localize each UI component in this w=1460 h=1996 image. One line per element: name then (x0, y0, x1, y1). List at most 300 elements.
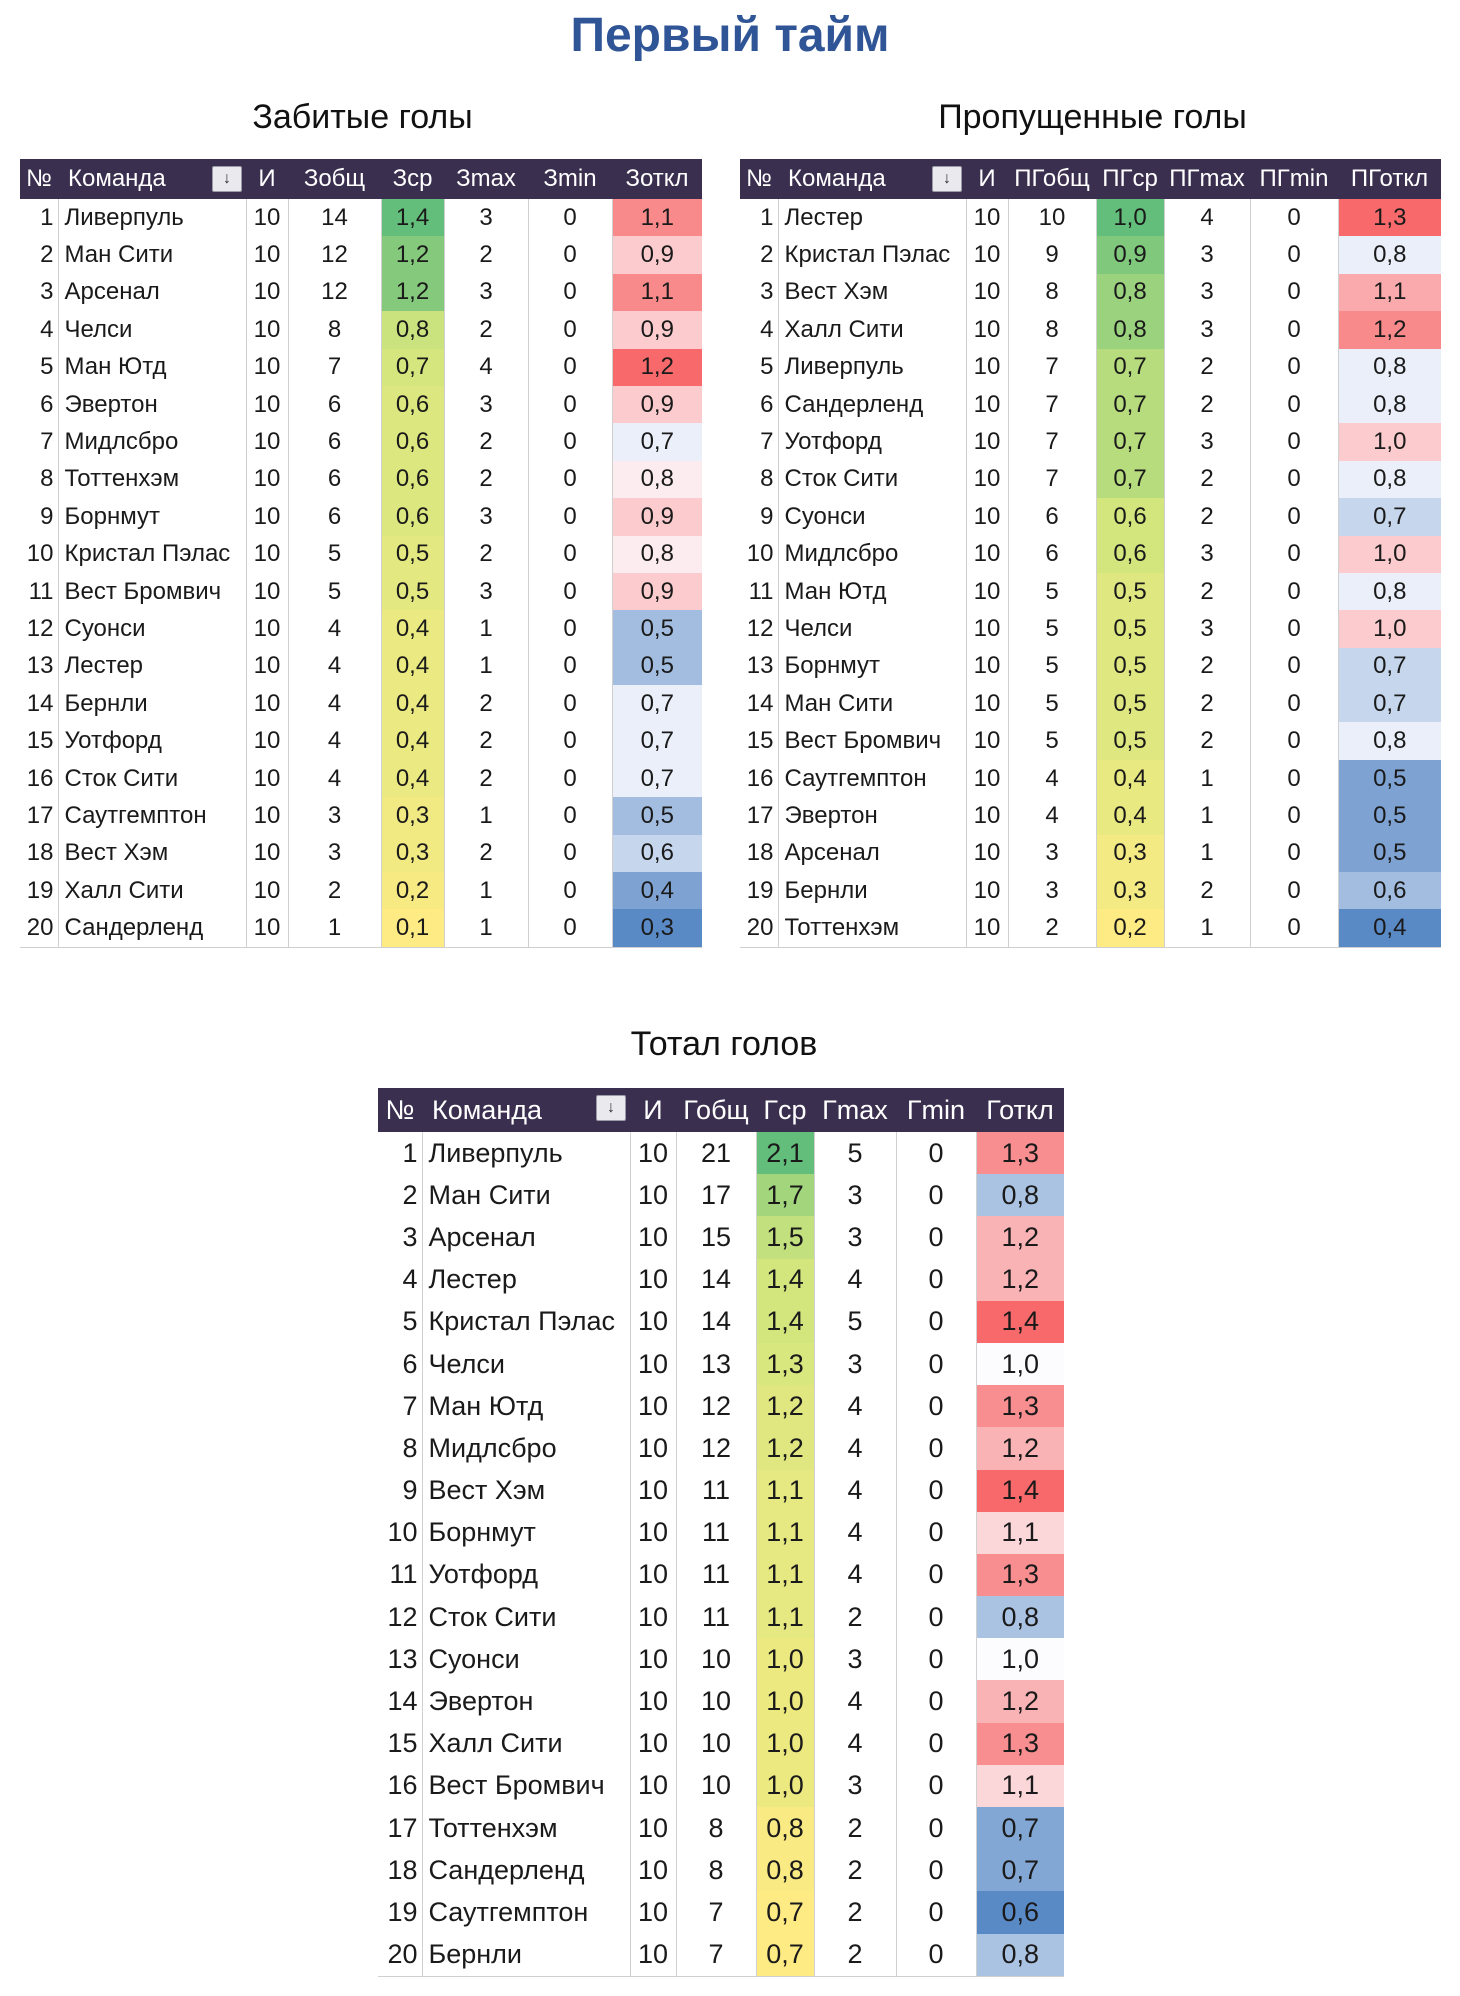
goals-total-cell[interactable]: 4 (1008, 760, 1096, 797)
games-cell[interactable]: 10 (966, 386, 1008, 423)
goals-dev-cell[interactable]: 0,5 (612, 648, 702, 685)
col-header-dev[interactable]: Зоткл (612, 159, 702, 199)
goals-dev-cell[interactable]: 0,5 (1338, 835, 1441, 872)
team-name-cell[interactable]: Лестер (778, 199, 966, 236)
row-no-cell[interactable]: 12 (740, 610, 778, 647)
games-cell[interactable]: 10 (966, 909, 1008, 947)
team-name-cell[interactable]: Ман Сити (58, 236, 246, 273)
goals-avg-cell[interactable]: 1,3 (756, 1343, 814, 1385)
team-name-cell[interactable]: Сток Сити (58, 760, 246, 797)
col-header-games[interactable]: И (630, 1088, 676, 1132)
games-cell[interactable]: 10 (966, 461, 1008, 498)
goals-min-cell[interactable]: 0 (896, 1427, 976, 1469)
goals-avg-cell[interactable]: 0,5 (1096, 648, 1164, 685)
team-name-cell[interactable]: Кристал Пэлас (778, 236, 966, 273)
goals-dev-cell[interactable]: 1,3 (976, 1554, 1064, 1596)
row-no-cell[interactable]: 18 (378, 1849, 422, 1891)
goals-max-cell[interactable]: 1 (444, 909, 528, 947)
goals-avg-cell[interactable]: 0,2 (1096, 909, 1164, 947)
goals-min-cell[interactable]: 0 (528, 461, 612, 498)
goals-total-cell[interactable]: 4 (288, 685, 381, 722)
row-no-cell[interactable]: 13 (740, 648, 778, 685)
goals-total-cell[interactable]: 7 (676, 1934, 756, 1977)
goals-avg-cell[interactable]: 0,5 (381, 536, 444, 573)
games-cell[interactable]: 10 (966, 610, 1008, 647)
goals-avg-cell[interactable]: 1,1 (756, 1596, 814, 1638)
games-cell[interactable]: 10 (630, 1723, 676, 1765)
row-no-cell[interactable]: 5 (20, 349, 58, 386)
goals-avg-cell[interactable]: 0,6 (381, 423, 444, 460)
goals-min-cell[interactable]: 0 (896, 1554, 976, 1596)
goals-min-cell[interactable]: 0 (1250, 461, 1338, 498)
team-name-cell[interactable]: Саутгемптон (422, 1891, 630, 1933)
goals-min-cell[interactable]: 0 (528, 722, 612, 759)
goals-avg-cell[interactable]: 0,8 (381, 311, 444, 348)
row-no-cell[interactable]: 19 (20, 872, 58, 909)
games-cell[interactable]: 10 (246, 461, 288, 498)
goals-min-cell[interactable]: 0 (528, 648, 612, 685)
goals-max-cell[interactable]: 2 (444, 722, 528, 759)
team-name-cell[interactable]: Кристал Пэлас (58, 536, 246, 573)
team-name-cell[interactable]: Халл Сити (58, 872, 246, 909)
row-no-cell[interactable]: 2 (20, 236, 58, 273)
goals-max-cell[interactable]: 1 (1164, 797, 1250, 834)
goals-dev-cell[interactable]: 1,2 (1338, 311, 1441, 348)
row-no-cell[interactable]: 1 (20, 199, 58, 236)
goals-avg-cell[interactable]: 0,5 (381, 573, 444, 610)
team-name-cell[interactable]: Арсенал (778, 835, 966, 872)
row-no-cell[interactable]: 16 (740, 760, 778, 797)
team-name-cell[interactable]: Саутгемптон (778, 760, 966, 797)
goals-min-cell[interactable]: 0 (1250, 349, 1338, 386)
team-name-cell[interactable]: Эвертон (58, 386, 246, 423)
team-name-cell[interactable]: Халл Сити (778, 311, 966, 348)
row-no-cell[interactable]: 20 (20, 909, 58, 947)
goals-min-cell[interactable]: 0 (896, 1849, 976, 1891)
goals-max-cell[interactable]: 2 (444, 311, 528, 348)
team-name-cell[interactable]: Бернли (58, 685, 246, 722)
team-name-cell[interactable]: Ман Ютд (422, 1385, 630, 1427)
goals-max-cell[interactable]: 2 (814, 1934, 896, 1977)
row-no-cell[interactable]: 20 (378, 1934, 422, 1977)
goals-total-cell[interactable]: 12 (676, 1427, 756, 1469)
goals-total-cell[interactable]: 5 (1008, 648, 1096, 685)
row-no-cell[interactable]: 8 (740, 461, 778, 498)
goals-total-cell[interactable]: 7 (1008, 423, 1096, 460)
games-cell[interactable]: 10 (966, 536, 1008, 573)
goals-dev-cell[interactable]: 0,8 (976, 1174, 1064, 1216)
goals-dev-cell[interactable]: 1,0 (1338, 423, 1441, 460)
goals-max-cell[interactable]: 2 (814, 1807, 896, 1849)
goals-total-cell[interactable]: 4 (288, 760, 381, 797)
team-name-cell[interactable]: Вест Хэм (58, 835, 246, 872)
row-no-cell[interactable]: 10 (20, 536, 58, 573)
goals-min-cell[interactable]: 0 (896, 1891, 976, 1933)
team-name-cell[interactable]: Ман Ютд (778, 573, 966, 610)
goals-total-cell[interactable]: 1 (288, 909, 381, 947)
goals-dev-cell[interactable]: 0,7 (612, 423, 702, 460)
goals-dev-cell[interactable]: 1,2 (976, 1680, 1064, 1722)
goals-avg-cell[interactable]: 0,7 (1096, 349, 1164, 386)
goals-avg-cell[interactable]: 0,7 (1096, 423, 1164, 460)
goals-max-cell[interactable]: 3 (444, 573, 528, 610)
goals-min-cell[interactable]: 0 (1250, 909, 1338, 947)
goals-min-cell[interactable]: 0 (528, 573, 612, 610)
games-cell[interactable]: 10 (630, 1512, 676, 1554)
goals-total-cell[interactable]: 12 (676, 1385, 756, 1427)
col-header-total[interactable]: ПГобщ (1008, 159, 1096, 199)
team-name-cell[interactable]: Челси (58, 311, 246, 348)
goals-max-cell[interactable]: 5 (814, 1132, 896, 1174)
goals-avg-cell[interactable]: 1,0 (756, 1765, 814, 1807)
goals-dev-cell[interactable]: 1,1 (976, 1765, 1064, 1807)
team-name-cell[interactable]: Суонси (778, 498, 966, 535)
games-cell[interactable]: 10 (630, 1934, 676, 1977)
goals-max-cell[interactable]: 4 (814, 1512, 896, 1554)
games-cell[interactable]: 10 (246, 573, 288, 610)
row-no-cell[interactable]: 6 (378, 1343, 422, 1385)
goals-min-cell[interactable]: 0 (1250, 423, 1338, 460)
goals-avg-cell[interactable]: 1,4 (756, 1301, 814, 1343)
team-name-cell[interactable]: Уотфорд (422, 1554, 630, 1596)
goals-dev-cell[interactable]: 0,9 (612, 311, 702, 348)
row-no-cell[interactable]: 10 (378, 1512, 422, 1554)
row-no-cell[interactable]: 3 (20, 274, 58, 311)
goals-min-cell[interactable]: 0 (1250, 872, 1338, 909)
games-cell[interactable]: 10 (966, 573, 1008, 610)
goals-dev-cell[interactable]: 0,5 (1338, 797, 1441, 834)
row-no-cell[interactable]: 16 (20, 760, 58, 797)
row-no-cell[interactable]: 14 (378, 1680, 422, 1722)
row-no-cell[interactable]: 3 (378, 1216, 422, 1258)
goals-max-cell[interactable]: 1 (444, 872, 528, 909)
goals-total-cell[interactable]: 3 (1008, 872, 1096, 909)
goals-avg-cell[interactable]: 0,3 (381, 797, 444, 834)
games-cell[interactable]: 10 (630, 1680, 676, 1722)
sort-filter-icon[interactable]: ↓ (932, 166, 962, 192)
games-cell[interactable]: 10 (630, 1849, 676, 1891)
goals-max-cell[interactable]: 2 (444, 536, 528, 573)
col-header-max[interactable]: Гmax (814, 1088, 896, 1132)
games-cell[interactable]: 10 (246, 274, 288, 311)
row-no-cell[interactable]: 3 (740, 274, 778, 311)
goals-max-cell[interactable]: 2 (444, 423, 528, 460)
goals-dev-cell[interactable]: 0,4 (612, 872, 702, 909)
goals-total-cell[interactable]: 14 (676, 1301, 756, 1343)
goals-max-cell[interactable]: 2 (1164, 349, 1250, 386)
col-header-team[interactable] (58, 159, 246, 199)
goals-total-cell[interactable]: 6 (288, 386, 381, 423)
games-cell[interactable]: 10 (966, 199, 1008, 236)
goals-avg-cell[interactable]: 0,4 (381, 610, 444, 647)
goals-dev-cell[interactable]: 0,8 (1338, 236, 1441, 273)
team-name-cell[interactable]: Бернли (422, 1934, 630, 1977)
team-name-cell[interactable]: Уотфорд (778, 423, 966, 460)
goals-min-cell[interactable]: 0 (1250, 648, 1338, 685)
col-header-max[interactable]: ПГmax (1164, 159, 1250, 199)
goals-total-cell[interactable]: 13 (676, 1343, 756, 1385)
goals-max-cell[interactable]: 3 (1164, 274, 1250, 311)
sort-filter-icon[interactable]: ↓ (596, 1095, 626, 1121)
team-name-cell[interactable]: Халл Сити (422, 1723, 630, 1765)
goals-min-cell[interactable]: 0 (896, 1259, 976, 1301)
games-cell[interactable]: 10 (246, 236, 288, 273)
goals-max-cell[interactable]: 3 (444, 274, 528, 311)
goals-max-cell[interactable]: 4 (814, 1723, 896, 1765)
row-no-cell[interactable]: 9 (20, 498, 58, 535)
goals-dev-cell[interactable]: 0,5 (612, 610, 702, 647)
goals-dev-cell[interactable]: 0,8 (976, 1934, 1064, 1977)
goals-min-cell[interactable]: 0 (1250, 199, 1338, 236)
row-no-cell[interactable]: 1 (740, 199, 778, 236)
goals-dev-cell[interactable]: 0,9 (612, 236, 702, 273)
row-no-cell[interactable]: 16 (378, 1765, 422, 1807)
goals-total-cell[interactable]: 14 (288, 199, 381, 236)
games-cell[interactable]: 10 (966, 872, 1008, 909)
goals-total-cell[interactable]: 5 (1008, 722, 1096, 759)
goals-avg-cell[interactable]: 1,1 (756, 1554, 814, 1596)
row-no-cell[interactable]: 13 (20, 648, 58, 685)
goals-dev-cell[interactable]: 0,8 (1338, 573, 1441, 610)
goals-min-cell[interactable]: 0 (896, 1385, 976, 1427)
goals-total-cell[interactable]: 15 (676, 1216, 756, 1258)
goals-avg-cell[interactable]: 1,2 (381, 236, 444, 273)
row-no-cell[interactable]: 7 (378, 1385, 422, 1427)
goals-total-cell[interactable]: 6 (1008, 498, 1096, 535)
team-name-cell[interactable]: Эвертон (778, 797, 966, 834)
games-cell[interactable]: 10 (246, 386, 288, 423)
games-cell[interactable]: 10 (246, 349, 288, 386)
goals-min-cell[interactable]: 0 (896, 1216, 976, 1258)
goals-min-cell[interactable]: 0 (528, 423, 612, 460)
goals-total-cell[interactable]: 5 (288, 573, 381, 610)
goals-dev-cell[interactable]: 1,2 (976, 1259, 1064, 1301)
goals-max-cell[interactable]: 4 (1164, 199, 1250, 236)
goals-avg-cell[interactable]: 1,0 (756, 1723, 814, 1765)
goals-min-cell[interactable]: 0 (896, 1807, 976, 1849)
goals-avg-cell[interactable]: 0,7 (756, 1934, 814, 1977)
team-name-cell[interactable]: Вест Бромвич (422, 1765, 630, 1807)
goals-dev-cell[interactable]: 0,5 (612, 797, 702, 834)
goals-max-cell[interactable]: 4 (814, 1259, 896, 1301)
row-no-cell[interactable]: 8 (20, 461, 58, 498)
team-name-cell[interactable]: Ман Сити (778, 685, 966, 722)
goals-avg-cell[interactable]: 0,4 (381, 760, 444, 797)
sort-filter-icon[interactable]: ↓ (212, 166, 242, 192)
goals-min-cell[interactable]: 0 (896, 1470, 976, 1512)
games-cell[interactable]: 10 (246, 610, 288, 647)
col-header-no[interactable]: № (378, 1088, 422, 1132)
games-cell[interactable]: 10 (966, 835, 1008, 872)
goals-max-cell[interactable]: 2 (1164, 648, 1250, 685)
goals-dev-cell[interactable]: 0,7 (612, 760, 702, 797)
goals-max-cell[interactable]: 1 (444, 648, 528, 685)
goals-dev-cell[interactable]: 0,9 (612, 573, 702, 610)
goals-max-cell[interactable]: 3 (444, 199, 528, 236)
goals-max-cell[interactable]: 2 (814, 1596, 896, 1638)
goals-total-cell[interactable]: 10 (676, 1723, 756, 1765)
team-name-cell[interactable]: Лестер (422, 1259, 630, 1301)
col-header-avg[interactable]: Зср (381, 159, 444, 199)
goals-avg-cell[interactable]: 0,8 (756, 1849, 814, 1891)
games-cell[interactable]: 10 (966, 760, 1008, 797)
team-name-cell[interactable]: Вест Хэм (778, 274, 966, 311)
team-name-cell[interactable]: Ливерпуль (58, 199, 246, 236)
goals-avg-cell[interactable]: 0,7 (1096, 386, 1164, 423)
row-no-cell[interactable]: 7 (20, 423, 58, 460)
row-no-cell[interactable]: 2 (378, 1174, 422, 1216)
goals-avg-cell[interactable]: 0,5 (1096, 685, 1164, 722)
goals-min-cell[interactable]: 0 (1250, 797, 1338, 834)
goals-max-cell[interactable]: 4 (814, 1385, 896, 1427)
team-name-cell[interactable]: Лестер (58, 648, 246, 685)
team-name-cell[interactable]: Ливерпуль (422, 1132, 630, 1174)
goals-total-cell[interactable]: 11 (676, 1554, 756, 1596)
row-no-cell[interactable]: 14 (740, 685, 778, 722)
goals-total-cell[interactable]: 11 (676, 1470, 756, 1512)
goals-dev-cell[interactable]: 0,7 (612, 685, 702, 722)
row-no-cell[interactable]: 5 (740, 349, 778, 386)
goals-avg-cell[interactable]: 0,3 (1096, 835, 1164, 872)
team-name-cell[interactable]: Ливерпуль (778, 349, 966, 386)
goals-total-cell[interactable]: 12 (288, 274, 381, 311)
col-header-team[interactable] (778, 159, 966, 199)
goals-total-cell[interactable]: 7 (288, 349, 381, 386)
goals-dev-cell[interactable]: 0,8 (1338, 722, 1441, 759)
goals-dev-cell[interactable]: 1,4 (976, 1301, 1064, 1343)
goals-total-cell[interactable]: 8 (1008, 311, 1096, 348)
goals-dev-cell[interactable]: 0,8 (976, 1596, 1064, 1638)
goals-max-cell[interactable]: 2 (1164, 498, 1250, 535)
col-header-no[interactable]: № (740, 159, 778, 199)
team-name-cell[interactable]: Челси (422, 1343, 630, 1385)
goals-min-cell[interactable]: 0 (528, 685, 612, 722)
goals-max-cell[interactable]: 2 (1164, 872, 1250, 909)
goals-total-cell[interactable]: 21 (676, 1132, 756, 1174)
goals-total-cell[interactable]: 10 (676, 1765, 756, 1807)
goals-min-cell[interactable]: 0 (528, 274, 612, 311)
games-cell[interactable]: 10 (630, 1385, 676, 1427)
goals-total-cell[interactable]: 2 (288, 872, 381, 909)
goals-avg-cell[interactable]: 0,5 (1096, 722, 1164, 759)
goals-min-cell[interactable]: 0 (528, 909, 612, 947)
goals-total-cell[interactable]: 8 (676, 1807, 756, 1849)
goals-max-cell[interactable]: 1 (1164, 835, 1250, 872)
goals-avg-cell[interactable]: 0,3 (1096, 872, 1164, 909)
goals-max-cell[interactable]: 1 (444, 797, 528, 834)
goals-min-cell[interactable]: 0 (896, 1512, 976, 1554)
team-name-cell[interactable]: Мидлсбро (422, 1427, 630, 1469)
goals-dev-cell[interactable]: 0,5 (1338, 760, 1441, 797)
col-header-total[interactable]: Гобщ (676, 1088, 756, 1132)
goals-min-cell[interactable]: 0 (528, 386, 612, 423)
col-header-max[interactable]: Зmax (444, 159, 528, 199)
goals-total-cell[interactable]: 17 (676, 1174, 756, 1216)
goals-total-cell[interactable]: 7 (1008, 461, 1096, 498)
goals-dev-cell[interactable]: 0,6 (976, 1891, 1064, 1933)
goals-total-cell[interactable]: 7 (1008, 386, 1096, 423)
goals-max-cell[interactable]: 2 (444, 236, 528, 273)
goals-dev-cell[interactable]: 0,8 (1338, 461, 1441, 498)
row-no-cell[interactable]: 18 (20, 835, 58, 872)
goals-dev-cell[interactable]: 1,3 (1338, 199, 1441, 236)
goals-max-cell[interactable]: 5 (814, 1301, 896, 1343)
goals-avg-cell[interactable]: 0,6 (381, 386, 444, 423)
row-no-cell[interactable]: 11 (740, 573, 778, 610)
goals-dev-cell[interactable]: 0,8 (612, 461, 702, 498)
col-header-dev[interactable]: Готкл (976, 1088, 1064, 1132)
goals-total-cell[interactable]: 6 (288, 498, 381, 535)
goals-min-cell[interactable]: 0 (1250, 274, 1338, 311)
row-no-cell[interactable]: 4 (20, 311, 58, 348)
team-name-cell[interactable]: Тоттенхэм (778, 909, 966, 947)
goals-min-cell[interactable]: 0 (528, 872, 612, 909)
goals-min-cell[interactable]: 0 (1250, 311, 1338, 348)
goals-max-cell[interactable]: 2 (1164, 685, 1250, 722)
goals-max-cell[interactable]: 2 (444, 461, 528, 498)
goals-min-cell[interactable]: 0 (528, 760, 612, 797)
goals-min-cell[interactable]: 0 (1250, 236, 1338, 273)
goals-avg-cell[interactable]: 0,4 (381, 722, 444, 759)
games-cell[interactable]: 10 (630, 1891, 676, 1933)
goals-total-cell[interactable]: 2 (1008, 909, 1096, 947)
goals-dev-cell[interactable]: 1,0 (976, 1343, 1064, 1385)
team-name-cell[interactable]: Вест Хэм (422, 1470, 630, 1512)
goals-max-cell[interactable]: 2 (444, 760, 528, 797)
goals-total-cell[interactable]: 7 (676, 1891, 756, 1933)
goals-min-cell[interactable]: 0 (528, 536, 612, 573)
goals-max-cell[interactable]: 3 (1164, 423, 1250, 460)
row-no-cell[interactable]: 4 (378, 1259, 422, 1301)
col-header-avg[interactable]: ПГср (1096, 159, 1164, 199)
team-name-cell[interactable]: Мидлсбро (778, 536, 966, 573)
row-no-cell[interactable]: 19 (740, 872, 778, 909)
games-cell[interactable]: 10 (246, 722, 288, 759)
goals-min-cell[interactable]: 0 (1250, 835, 1338, 872)
goals-min-cell[interactable]: 0 (528, 311, 612, 348)
goals-avg-cell[interactable]: 0,7 (1096, 461, 1164, 498)
goals-max-cell[interactable]: 2 (814, 1891, 896, 1933)
team-name-cell[interactable]: Арсенал (58, 274, 246, 311)
row-no-cell[interactable]: 2 (740, 236, 778, 273)
goals-dev-cell[interactable]: 1,0 (1338, 610, 1441, 647)
goals-total-cell[interactable]: 14 (676, 1259, 756, 1301)
goals-max-cell[interactable]: 3 (444, 498, 528, 535)
goals-min-cell[interactable]: 0 (1250, 685, 1338, 722)
col-header-games[interactable]: И (246, 159, 288, 199)
games-cell[interactable]: 10 (630, 1216, 676, 1258)
goals-dev-cell[interactable]: 0,7 (1338, 648, 1441, 685)
goals-max-cell[interactable]: 3 (1164, 536, 1250, 573)
goals-total-cell[interactable]: 12 (288, 236, 381, 273)
games-cell[interactable]: 10 (966, 722, 1008, 759)
team-name-cell[interactable]: Сандерленд (422, 1849, 630, 1891)
goals-dev-cell[interactable]: 0,8 (1338, 386, 1441, 423)
goals-dev-cell[interactable]: 0,7 (976, 1849, 1064, 1891)
goals-min-cell[interactable]: 0 (528, 797, 612, 834)
goals-max-cell[interactable]: 2 (814, 1849, 896, 1891)
games-cell[interactable]: 10 (246, 311, 288, 348)
goals-max-cell[interactable]: 1 (444, 610, 528, 647)
goals-min-cell[interactable]: 0 (528, 498, 612, 535)
row-no-cell[interactable]: 20 (740, 909, 778, 947)
goals-avg-cell[interactable]: 1,1 (756, 1470, 814, 1512)
goals-total-cell[interactable]: 3 (288, 835, 381, 872)
goals-min-cell[interactable]: 0 (1250, 386, 1338, 423)
games-cell[interactable]: 10 (630, 1174, 676, 1216)
row-no-cell[interactable]: 17 (20, 797, 58, 834)
row-no-cell[interactable]: 9 (740, 498, 778, 535)
